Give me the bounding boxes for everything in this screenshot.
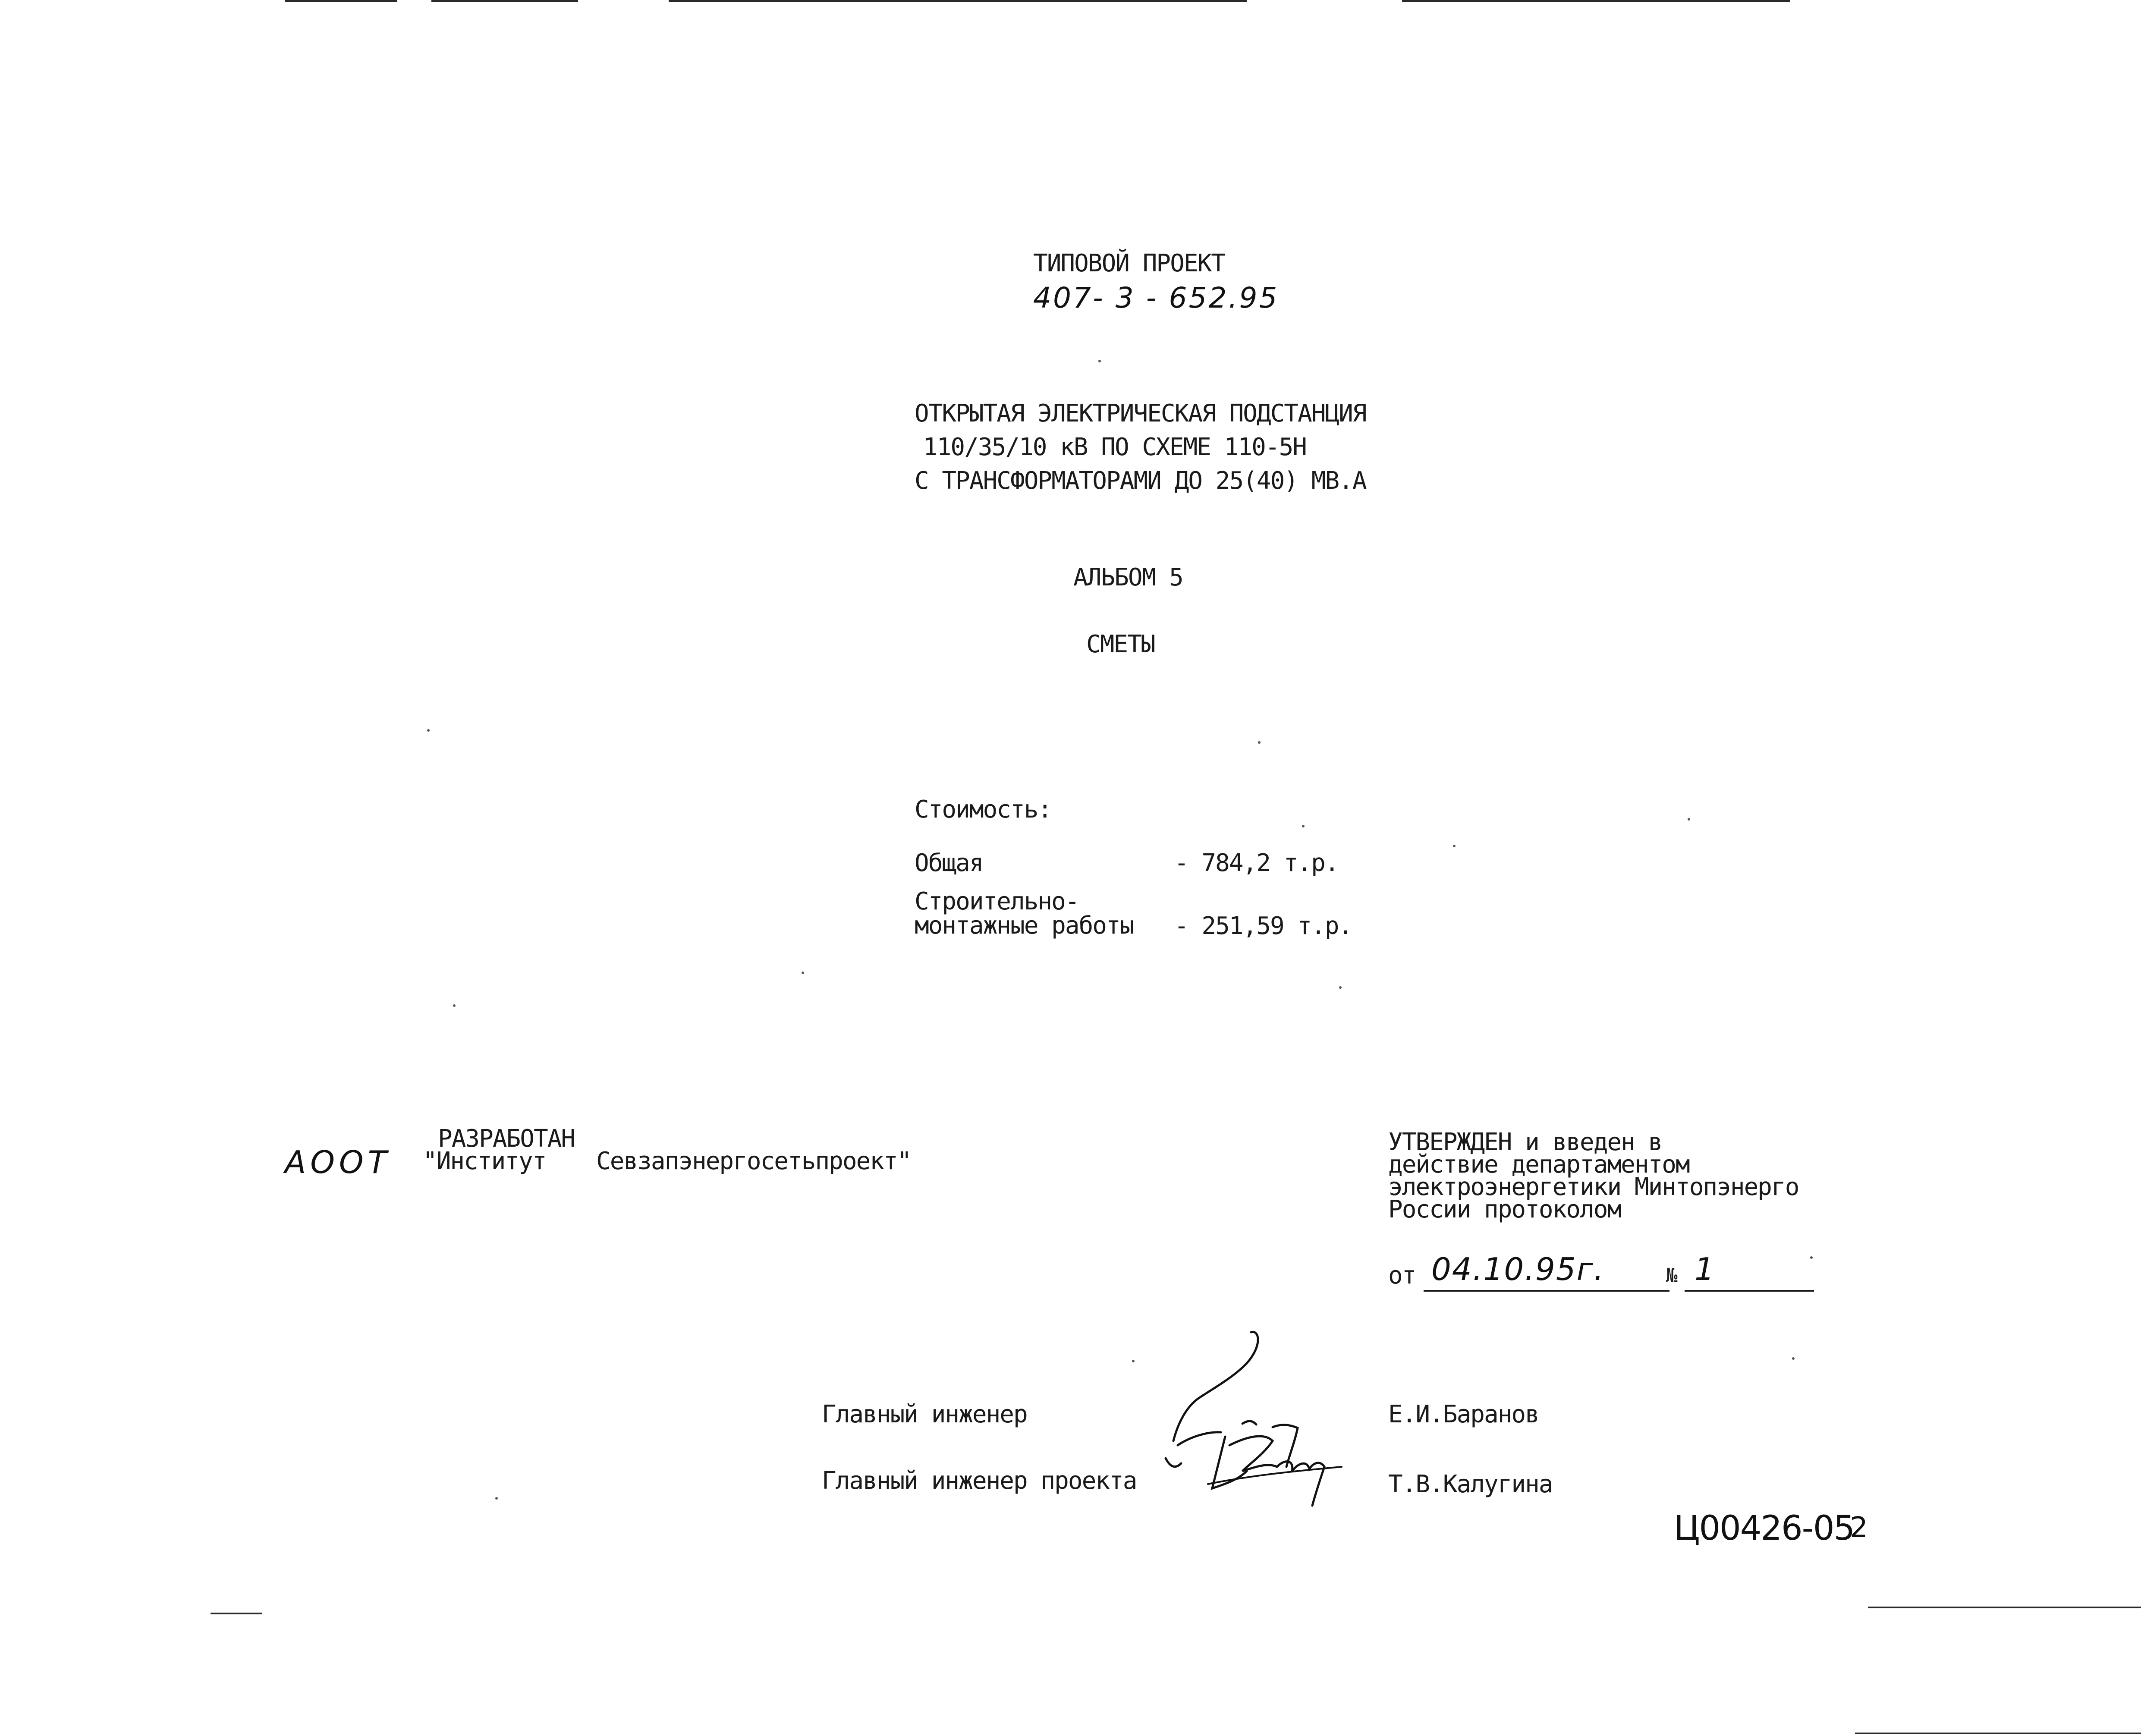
signature-role-project-engineer: Главный инженер проекта <box>822 1467 1137 1495</box>
title-line-1: ОТКРЫТАЯ ЭЛЕКТРИЧЕСКАЯ ПОДСТАНЦИЯ <box>915 399 1366 428</box>
approval-line-4: России протоколом <box>1388 1195 1621 1223</box>
cost-total-label: Общая <box>915 849 983 877</box>
scan-speck <box>427 729 430 732</box>
scan-edge-line <box>1868 1607 2141 1608</box>
scan-speck <box>1453 845 1456 847</box>
cost-construction-label-line-2: монтажные работы <box>915 912 1134 940</box>
scan-edge-line <box>1402 0 1790 2</box>
signature-name-chief-engineer: Е.И.Баранов <box>1388 1400 1539 1428</box>
scan-edge-line <box>431 0 578 2</box>
scan-speck <box>1339 986 1342 989</box>
cost-heading: Стоимость: <box>915 796 1052 824</box>
cost-construction-label-line-1: Строительно- <box>915 887 1079 915</box>
developer-org-part-1: "Институт <box>423 1147 546 1175</box>
title-line-3: С ТРАНСФОРМАТОРАМИ ДО 25(40) МВ.А <box>915 467 1366 495</box>
scan-speck <box>453 1004 456 1007</box>
scan-speck <box>1258 741 1261 744</box>
approval-date-underline <box>1424 1290 1669 1292</box>
signature-name-project-engineer: Т.В.Калугина <box>1388 1470 1553 1498</box>
album-label: АЛЬБОМ 5 <box>1073 563 1183 591</box>
section-label: СМЕТЫ <box>1086 630 1155 658</box>
title-line-2: 110/35/10 кВ ПО СХЕМЕ 110-5Н <box>923 433 1307 461</box>
cost-construction-value: - 251,59 т.р. <box>1174 912 1352 940</box>
approval-date: 04.10.95г. <box>1431 1251 1605 1287</box>
inventory-sheet: 2 <box>1850 1511 1868 1544</box>
approval-number: 1 <box>1695 1251 1714 1287</box>
inventory-code: Ц00426-05 <box>1674 1509 1855 1548</box>
approval-line-2: действие департаментом <box>1388 1151 1689 1179</box>
approval-number-prefix: № <box>1666 1264 1677 1286</box>
scan-speck <box>1132 1360 1135 1362</box>
developer-label: РАЗРАБОТАН <box>438 1125 575 1153</box>
approval-line-1: УТВЕРЖДЕН и введен в <box>1388 1128 1662 1156</box>
scan-speck <box>495 1497 498 1500</box>
scan-speck <box>1810 1256 1813 1259</box>
project-type-label: ТИПОВОЙ ПРОЕКТ <box>1033 249 1225 277</box>
developer-stamp: АООТ <box>285 1144 391 1180</box>
scan-edge-line <box>285 0 397 2</box>
scan-speck <box>1792 1357 1795 1360</box>
scan-speck <box>802 972 804 974</box>
scan-speck <box>1302 825 1305 827</box>
project-number: 407- 3 - 652.95 <box>1033 281 1279 314</box>
scan-edge-line <box>1855 1733 2141 1734</box>
scan-edge-line <box>669 0 1247 2</box>
approval-line-3: электроэнергетики Минтопэнерго <box>1388 1173 1799 1201</box>
signature-mark-project-engineer <box>1199 1419 1346 1514</box>
approval-number-underline <box>1685 1290 1814 1292</box>
signature-role-chief-engineer: Главный инженер <box>822 1400 1027 1428</box>
approval-date-prefix: от <box>1388 1261 1416 1289</box>
cost-total-value: - 784,2 т.р. <box>1174 849 1339 877</box>
scan-edge-line <box>211 1613 262 1614</box>
scan-speck <box>1688 818 1690 821</box>
developer-org-part-2: Севзапэнергосетьпроект" <box>596 1147 911 1175</box>
scan-speck <box>1098 360 1101 362</box>
